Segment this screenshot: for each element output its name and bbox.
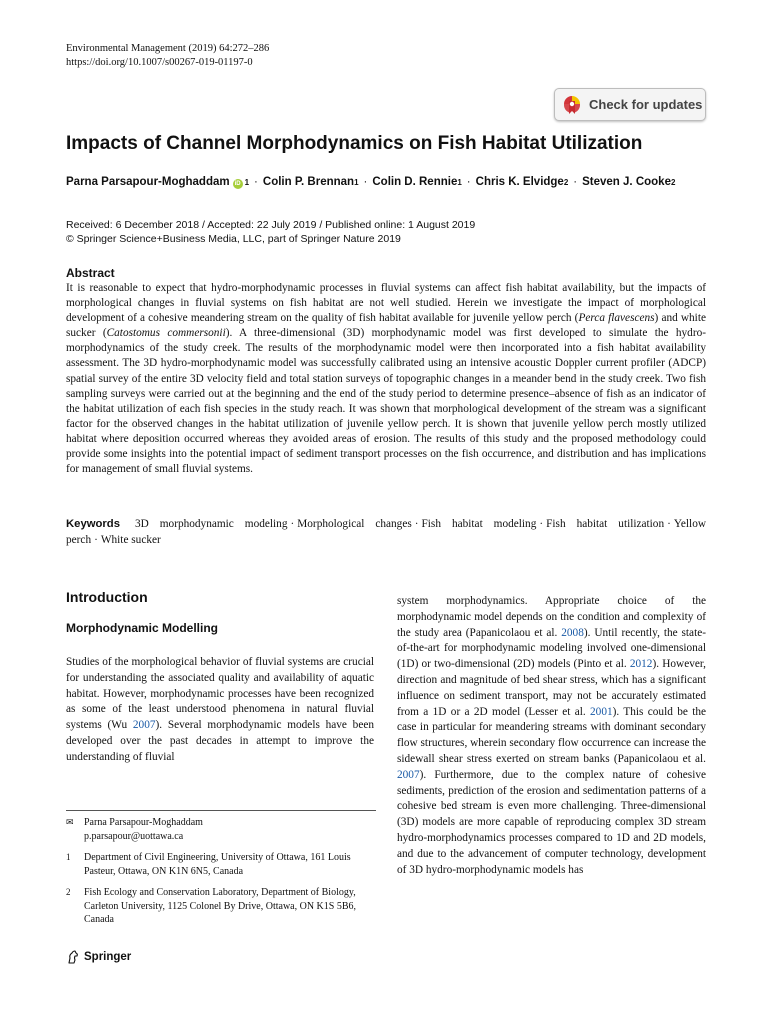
abstract-text xyxy=(66,281,706,477)
corresponding-author-name: Parna Parsapour-Moghaddam xyxy=(84,817,203,828)
author-affiliation-mark: 2 xyxy=(670,178,676,187)
abstract-part: It is reasonable to expect that hydro-morphodynamic processes in fluvial systems can affect fish habitat availability, but the impacts of morphological changes in fluvial systems on fish habitat are not well studied. Herein we investigate the impact of morphological development of a cohesive meandering stream on the quality of fish habitat available for juvenile yellow perch ( xyxy=(66,282,706,325)
received-accepted-published: Received: 6 December 2018 / Accepted: 22 July 2019 / Published online: 1 August 2019 xyxy=(66,219,476,231)
keyword: Fish habitat utilization xyxy=(546,518,665,530)
body-text: ). However, direction and magnitude of bed shear stress, which has a significant influence on sediment transport, may not be accurately estimated from a 1D or a 2D model (Lesser et al. xyxy=(397,658,706,718)
envelope-icon: ✉ xyxy=(66,817,74,827)
keywords-heading: Keywords xyxy=(66,518,120,530)
citation-link[interactable]: 2008 xyxy=(561,626,584,639)
keyword-separator: · xyxy=(290,518,295,530)
check-for-updates-label: Check for updates xyxy=(589,97,703,112)
species-name: Perca flavescens xyxy=(578,312,655,325)
author-separator: · xyxy=(254,176,258,188)
author-affiliation-mark: 1 xyxy=(244,178,250,187)
body-text: ). Until recently, the state-of-the-art for morphodynamic modeling involved one-dimensional (1D) or two-dimensional (2D) models (Pinto et al. xyxy=(397,626,706,671)
abstract-part: ) and white sucker ( xyxy=(66,312,706,340)
orcid-icon[interactable]: iD xyxy=(234,181,241,187)
springer-horse-icon xyxy=(66,950,80,964)
abstract-part: ). A three-dimensional (3D) morphodynamic model was first developed to simulate the hydro-morphodynamics of the study creek. The results of the morphodynamic model were then incorporated into a fish habitat availability assessment. The 3D hydro-morphodynamic model was successfully calibrated using an intensive acoustic Doppler current profiler (ADCP) spatial survey of the entire 3D velocity field and total station surveys of topographic changes in a meander bend in the study creek. Two fish sampling surveys were carried out at the beginning and the end of the study period to determine presence–absence of fish as an indicator of the habitat utilization of each fish species in the study reach. It was shown that morphological development of the stream was a significant factor for the observed changes in the habitat utilization of juvenile yellow perch. It is shown that juvenile yellow perch mostly utilized habitat where deposition occurred whereas they avoided areas of erosion. The results of this study and the proposed methodology could provide some insights into the potential impact of sediment transport processes on the fish occurrence, and distribution and has implications for management of small fluvial systems. xyxy=(66,327,706,476)
body-text: system morphodynamics. Appropriate choice of the morphodynamic model depends on the condition and complexity of the study area (Papanicolaou et al. xyxy=(397,595,706,639)
author-affiliation-mark: 2 xyxy=(563,178,569,187)
body-text: ). Several morphodynamic models have been developed over the past decades in attempt to improve the understanding of fluvial xyxy=(66,719,374,763)
citation-link[interactable]: 2012 xyxy=(629,658,653,671)
corresponding-author-note xyxy=(66,816,376,843)
keyword-separator: · xyxy=(539,518,544,530)
journal-header xyxy=(66,42,269,70)
keyword-separator: · xyxy=(94,533,98,546)
author-separator: · xyxy=(363,176,368,188)
affiliation-note xyxy=(66,851,376,878)
citation-link[interactable]: 2007 xyxy=(397,768,420,781)
affiliation-text: Fish Ecology and Conservation Laboratory, Department of Biology, Carleton University, 1125 Colonel By Drive, Ottawa, ON K1S 5B6, Canada xyxy=(84,887,357,925)
footnotes xyxy=(66,816,376,935)
copyright-notice: © Springer Science+Business Media, LLC, part of Springer Nature 2019 xyxy=(66,233,401,245)
body-text: ). Furthermore, due to the complex nature of cohesive sediments, prediction of the erosion and sedimentation patterns of a cohesive bed stream is even more challenging. Three-dimensional (3D) models are more capable of reproducing complex 3D stream hydro-morphodynamics processes compared to 1D and 2D models, and due to the advancement of computer technology, development of 3D hydro-morphodynamic models has xyxy=(397,768,706,876)
author-list xyxy=(66,176,675,189)
author-name[interactable]: Parna Parsapour-Moghaddam xyxy=(66,176,230,188)
body-text: ). This could be the case in particular for meandering streams with dominant secondary flow structures, wherein secondary flow occurrence can increase the sidewall shear stress exerted on stream banks (Papanicolaou et al. xyxy=(397,705,706,765)
keyword-separator: · xyxy=(667,518,671,530)
author-name[interactable]: Steven J. Cooke xyxy=(582,176,671,188)
publisher-logo xyxy=(66,950,131,964)
morphodynamic-modelling-heading: Morphodynamic Modelling xyxy=(66,621,218,635)
keyword: Yellow perch xyxy=(66,518,707,546)
body-text: Studies of the morphological behavior of fluvial systems are crucial for understanding the associated quality and availability of aquatic habitat. However, morphodynamic processes have been recognized as some of the least understood phenomena in natural fluvial systems (Wu xyxy=(66,656,374,732)
publication-dates xyxy=(66,218,475,246)
keyword: Morphological changes xyxy=(297,518,412,530)
footnote-divider xyxy=(66,810,376,811)
right-column-paragraph xyxy=(397,594,706,878)
crossmark-icon xyxy=(563,95,581,115)
author-affiliation-mark: 1 xyxy=(354,178,359,187)
affiliation-number: 1 xyxy=(66,852,71,862)
abstract-heading: Abstract xyxy=(66,266,115,280)
affiliation-text: Department of Civil Engineering, University of Ottawa, 161 Louis Pasteur, Ottawa, ON K1N 6N5, Canada xyxy=(84,852,351,877)
keyword: White sucker xyxy=(100,533,161,546)
species-name: Catostomus commersonii xyxy=(106,327,226,340)
doi-link[interactable]: https://doi.org/10.1007/s00267-019-01197-0 xyxy=(66,57,253,68)
keyword-separator: · xyxy=(414,518,419,530)
keyword: 3D morphodynamic modeling xyxy=(134,518,288,530)
author-affiliation-mark: 1 xyxy=(457,178,462,187)
keywords xyxy=(66,517,706,548)
author-name[interactable]: Colin P. Brennan xyxy=(262,176,355,188)
journal-citation: Environmental Management (2019) 64:272–286 xyxy=(66,43,270,54)
affiliation-number: 2 xyxy=(66,887,71,897)
author-separator: · xyxy=(573,176,578,188)
keyword: Fish habitat modeling xyxy=(421,518,537,530)
check-for-updates-button[interactable] xyxy=(554,88,706,121)
author-separator: · xyxy=(466,176,471,188)
citation-link[interactable]: 2001 xyxy=(590,705,613,718)
publisher-name: Springer xyxy=(84,951,132,963)
left-column-paragraph xyxy=(66,655,374,766)
corresponding-author-email[interactable]: p.parsapour@uottawa.ca xyxy=(84,830,184,842)
paper-title: Impacts of Channel Morphodynamics on Fish Habitat Utilization xyxy=(66,133,643,154)
affiliation-note xyxy=(66,886,376,927)
introduction-heading: Introduction xyxy=(66,589,148,605)
author-name[interactable]: Colin D. Rennie xyxy=(372,176,458,188)
citation-link[interactable]: 2007 xyxy=(132,719,156,732)
author-name[interactable]: Chris K. Elvidge xyxy=(475,176,564,188)
